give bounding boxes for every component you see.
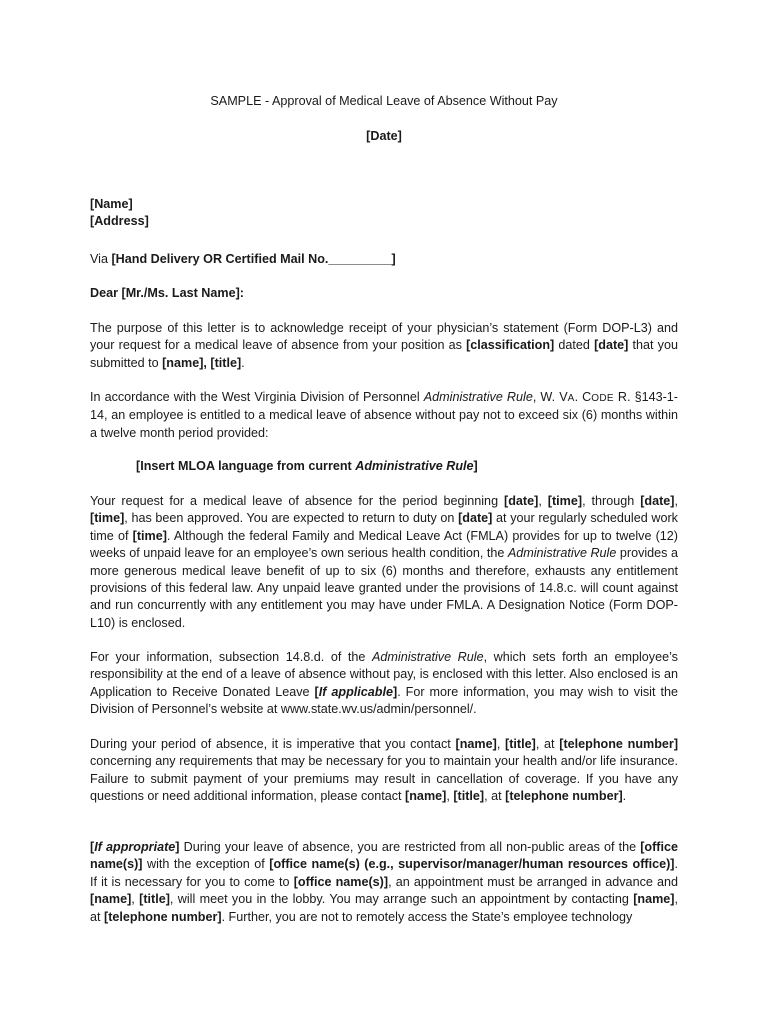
recipient-name: [Name]	[90, 197, 133, 211]
paragraph-absence-contact: During your period of absence, it is imperative that you contact [name], [title], at [telephone number] concerning any requirements that may be necessary for you to maintain your health and/or life insurance. Failure to submit payment of your premiums may result in cancellation of coverage. If you have any questions or need additional information, please contact [name], [title], at [telephone number].	[90, 737, 679, 804]
insert-instruction: [Insert MLOA language from current Administrative Rule]	[136, 459, 478, 473]
paragraph-rule-reference: In accordance with the West Virginia Division of Personnel Administrative Rule, W. VA. CODE R. §143-1-14, an employee is entitled to a medical leave of absence without pay not to exceed six (6) months within a twelve month period provided:	[90, 390, 679, 440]
recipient-block	[90, 196, 678, 231]
document-title: SAMPLE - Approval of Medical Leave of Absence Without Pay	[210, 94, 558, 108]
delivery-method: Via [Hand Delivery OR Certified Mail No._________]	[90, 252, 396, 266]
paragraph-acknowledgement: The purpose of this letter is to acknowledge receipt of your physician’s statement (Form DOP-L3) and your request for a medical leave of absence from your position as [classification] dated [date] that you submitted to [name], [title].	[90, 321, 678, 370]
paragraph-restrictions: [If appropriate] During your leave of absence, you are restricted from all non-public areas of the [office name(s)] with the exception of [office name(s) (e.g., supervisor/manager/human resources office)]. If it is necessary for you to come to [office name(s)], an appointment must be arranged in advance and [name], [title], will meet you in the lobby. You may arrange such an appointment by contacting [name], at [telephone number]. Further, you are not to remotely access the State’s employee technology	[90, 840, 679, 924]
paragraph-information: For your information, subsection 14.8.d. of the Administrative Rule, which sets forth an employee’s responsibility at the end of a leave of absence without pay, is enclosed with this letter. Also enclosed is an Application to Receive Donated Leave [If applicable]. For more information, you may wish to visit the Division of Personnel’s website at www.state.wv.us/admin/personnel/.	[90, 650, 678, 717]
salutation: Dear [Mr./Ms. Last Name]:	[90, 286, 244, 300]
letter-date: [Date]	[366, 129, 402, 143]
paragraph-approval: Your request for a medical leave of absence for the period beginning [date], [time], through [date], [time], has been approved. You are expected to return to duty on [date] at your regularly scheduled work time of [time]. Although the federal Family and Medical Leave Act (FMLA) provides for up to twelve (12) weeks of unpaid leave for an employee’s own serious health condition, the Administrative Rule provides a more generous medical leave benefit of up to six (6) months and therefore, exhausts any entitlement provisions of this federal law. Any unpaid leave granted under the provisions of 14.8.c. will count against and run concurrently with any entitlement you may have under FMLA. A Designation Notice (Form DOP-L10) is enclosed.	[90, 494, 679, 630]
recipient-address: [Address]	[90, 214, 149, 229]
